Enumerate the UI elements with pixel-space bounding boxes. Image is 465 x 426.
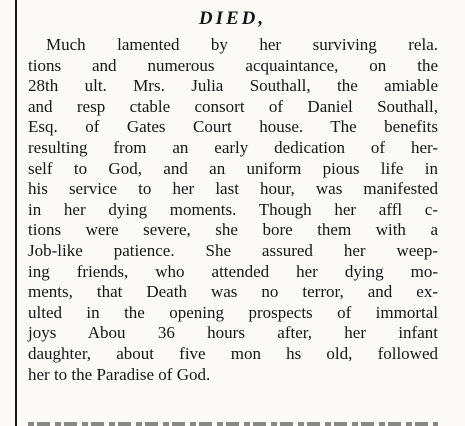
article-line: in her dying moments. Though her affl c-: [28, 199, 438, 219]
column-rule: [15, 0, 17, 426]
article-line: self to God, and an uniform pious life in: [28, 158, 438, 178]
article-line: daughter, about five mon hs old, followed: [28, 343, 438, 363]
article-line: her to the Paradise of God.: [28, 364, 211, 384]
article-line: tions were severe, she bore them with a: [28, 220, 438, 240]
article-line: his service to her last hour, was manifested: [28, 179, 438, 199]
article-line: and resp ctable consort of Daniel Southall,: [28, 96, 438, 116]
obituary-article: [28, 35, 438, 385]
article-line: 28th ult. Mrs. Julia Southall, the amiable: [28, 76, 438, 96]
cropped-next-line: [28, 414, 438, 426]
article-line: tions and numerous acquaintance, on the: [28, 55, 438, 75]
article-line: resulting from an early dedication of her-: [28, 137, 438, 157]
article-line: ments, that Death was no terror, and ex-: [28, 282, 438, 302]
article-line: Esq. of Gates Court house. The benefits: [28, 117, 438, 137]
obituary-heading: DIED,: [198, 8, 267, 29]
article-line: ing friends, who attended her dying mo-: [28, 261, 438, 281]
article-line: Job-like patience. She assured her weep-: [28, 240, 438, 260]
article-line: ulted in the opening prospects of immortal: [28, 302, 438, 322]
article-line: joys Abou 36 hours after, her infant: [28, 323, 438, 343]
article-line: Much lamented by her surviving rela.: [46, 35, 438, 54]
